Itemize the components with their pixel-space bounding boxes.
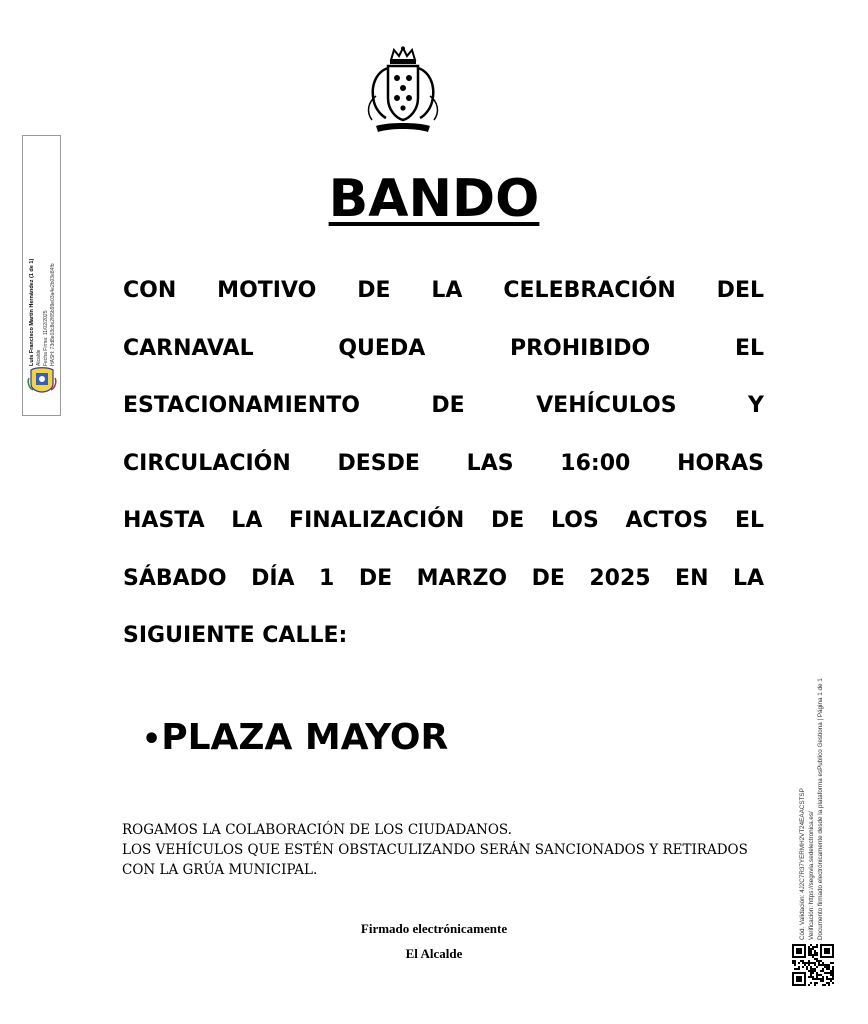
signature-stamp	[22, 135, 61, 416]
bullet-symbol: •	[142, 722, 162, 757]
body-line: SIGUIENTE CALLE:	[123, 623, 348, 648]
signer-name: Luis Francisco Martín Hernández (1 de 1)	[29, 258, 35, 366]
document-title	[0, 166, 868, 232]
announcement-body	[123, 262, 764, 665]
street-list-item	[142, 712, 448, 766]
signature-date: Fecha Firma: 11/02/2025	[43, 310, 49, 366]
coat-of-arms-icon	[362, 46, 444, 134]
qr-code-icon	[792, 944, 834, 986]
body-line: HASTA LA FINALIZACIÓN DE LOS ACTOS EL	[123, 508, 764, 533]
platform-note: Documento firmado electrónicamente desde la plataforma esPublico Gestiona | Página 1 de 1	[817, 678, 824, 940]
body-line: CARNAVAL QUEDA PROHIBIDO EL	[123, 335, 764, 361]
street-name: PLAZA MAYOR	[161, 717, 449, 758]
signer-role: Alcalde	[36, 349, 42, 366]
notice-line: CON LA GRÚA MUNICIPAL.	[122, 862, 318, 878]
signature-hash: HASH: 73d8e03c8e2f65b99e03a4e2b03e84fb	[50, 263, 56, 366]
title-text: BANDO	[328, 169, 540, 229]
municipal-seal-icon	[27, 364, 57, 394]
signature-stamp-text	[29, 146, 57, 366]
notice-text	[122, 820, 782, 880]
signed-label: Firmado electrónicamente	[360, 921, 508, 936]
body-line: ESTACIONAMIENTO DE VEHÍCULOS Y	[123, 393, 764, 418]
body-line: CON MOTIVO DE LA CELEBRACIÓN DEL	[123, 278, 764, 303]
verification-url: Verificación: https://segovia.sedelectronica.es/	[808, 811, 815, 940]
validation-text	[798, 678, 825, 940]
notice-line: LOS VEHÍCULOS QUE ESTÉN OBSTACULIZANDO SERÁN SANCIONADOS Y RETIRADOS	[122, 842, 748, 858]
notice-line: ROGAMOS LA COLABORACIÓN DE LOS CIUDADANOS.	[122, 822, 512, 838]
body-line: CIRCULACIÓN DESDE LAS 16:00 HORAS	[123, 450, 764, 476]
signer-title: El Alcalde	[405, 946, 463, 961]
body-line: SÁBADO DÍA 1 DE MARZO DE 2025 EN LA	[123, 565, 764, 591]
validation-code: Cód. Validación: 4J2C7R37YERMH2VT24EAACSTSP	[799, 788, 806, 940]
